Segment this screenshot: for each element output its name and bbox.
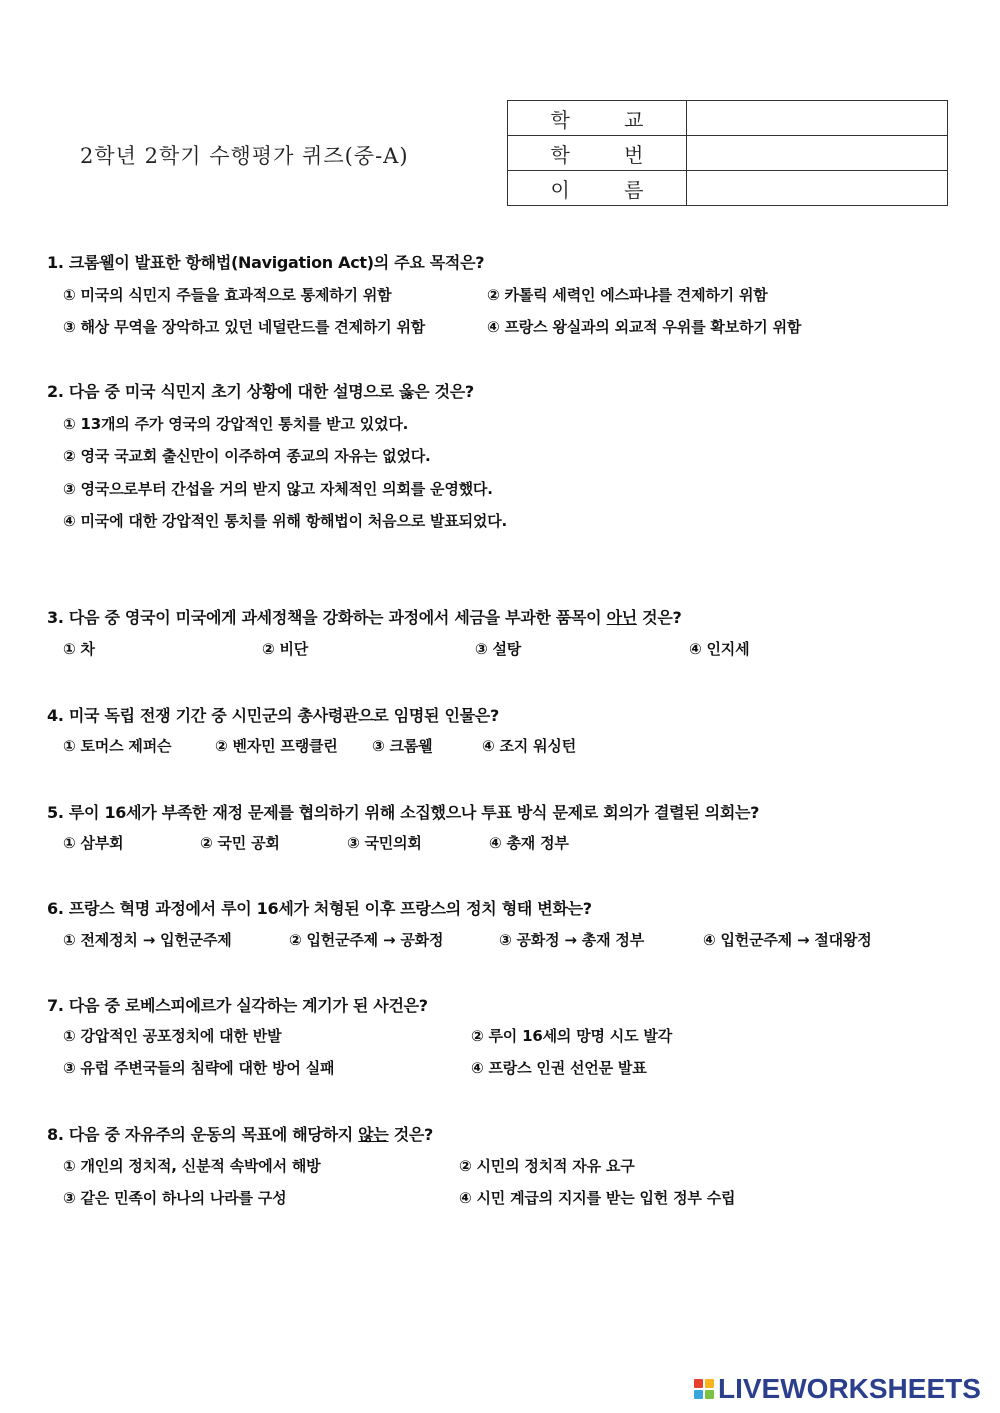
question-3-text: 3. 다음 중 영국이 미국에게 과세정책을 강화하는 과정에서 세금을 부과한 품목이 (47, 608, 607, 627)
q3-option-1[interactable]: ① 차 (63, 640, 95, 658)
logo-text: LIVEWORKSHEETS (718, 1373, 981, 1404)
student-number-field[interactable] (687, 136, 948, 171)
logo-block (694, 1379, 703, 1388)
student-number-label: 학 번 (508, 136, 687, 171)
q8-option-4[interactable]: ④ 시민 계급의 지지를 받는 입헌 정부 수립 (459, 1189, 736, 1207)
page-title: 2학년 2학기 수행평가 퀴즈(중-A) (80, 144, 409, 168)
question-6: 6. 프랑스 혁명 과정에서 루이 16세가 처형된 이후 프랑스의 정치 형태 변화는? (47, 899, 592, 918)
logo-block (705, 1379, 714, 1388)
q2-option-2[interactable]: ② 영국 국교회 출신만이 이주하여 종교의 자유는 없었다. (63, 447, 431, 465)
question-5: 5. 루이 16세가 부족한 재정 문제를 협의하기 위해 소집했으나 투표 방식 문제로 회의가 결렬된 의회는? (47, 803, 760, 822)
q1-option-1[interactable]: ① 미국의 식민지 주들을 효과적으로 통제하기 위함 (63, 286, 392, 304)
q2-option-4[interactable]: ④ 미국에 대한 강압적인 통치를 위해 항해법이 처음으로 발표되었다. (63, 512, 508, 530)
q6-option-1[interactable]: ① 전제정치 → 입헌군주제 (63, 931, 232, 949)
q2-option-1[interactable]: ① 13개의 주가 영국의 강압적인 통치를 받고 있었다. (63, 415, 409, 433)
q1-option-3[interactable]: ③ 해상 무역을 장악하고 있던 네덜란드를 견제하기 위함 (63, 318, 426, 336)
q3-option-3[interactable]: ③ 설탕 (475, 640, 522, 658)
q1-option-4[interactable]: ④ 프랑스 왕실과의 외교적 우위를 확보하기 위함 (487, 318, 802, 336)
school-field[interactable] (687, 101, 948, 136)
q7-option-2[interactable]: ② 루이 16세의 망명 시도 발각 (471, 1027, 672, 1045)
q8-option-2[interactable]: ② 시민의 정치적 자유 요구 (459, 1157, 635, 1175)
question-3-emphasis: 아닌 (606, 608, 637, 627)
question-8-emphasis: 않는 (358, 1125, 389, 1144)
name-label: 이 름 (508, 171, 687, 206)
question-8-text-end: 것은? (388, 1125, 434, 1144)
logo-block (694, 1390, 703, 1399)
q4-option-2[interactable]: ② 벤자민 프랭클린 (215, 737, 338, 755)
question-2: 2. 다음 중 미국 식민지 초기 상황에 대한 설명으로 옳은 것은? (47, 382, 474, 401)
q8-option-3[interactable]: ③ 같은 민족이 하나의 나라를 구성 (63, 1189, 287, 1207)
q7-option-1[interactable]: ① 강압적인 공포정치에 대한 반발 (63, 1027, 282, 1045)
name-field[interactable] (687, 171, 948, 206)
q5-option-2[interactable]: ② 국민 공회 (200, 834, 280, 852)
question-1: 1. 크롬웰이 발표한 항해법(Navigation Act)의 주요 목적은? (47, 253, 485, 272)
q7-option-3[interactable]: ③ 유럽 주변국들의 침략에 대한 방어 실패 (63, 1059, 335, 1077)
q3-option-2[interactable]: ② 비단 (262, 640, 309, 658)
question-3 (47, 605, 681, 628)
q4-option-4[interactable]: ④ 조지 워싱턴 (482, 737, 576, 755)
q5-option-4[interactable]: ④ 총재 정부 (489, 834, 569, 852)
question-7: 7. 다음 중 로베스피에르가 실각하는 계기가 된 사건은? (47, 996, 428, 1015)
question-3-text-end: 것은? (636, 608, 682, 627)
q3-option-4[interactable]: ④ 인지세 (689, 640, 750, 658)
liveworksheets-logo (694, 1374, 981, 1404)
logo-icon (694, 1379, 714, 1399)
q5-option-3[interactable]: ③ 국민의회 (347, 834, 422, 852)
q8-option-1[interactable]: ① 개인의 정치적, 신분적 속박에서 해방 (63, 1157, 321, 1175)
q4-option-1[interactable]: ① 토머스 제퍼슨 (63, 737, 172, 755)
q6-option-3[interactable]: ③ 공화정 → 총재 정부 (499, 931, 644, 949)
question-4: 4. 미국 독립 전쟁 기간 중 시민군의 총사령관으로 임명된 인물은? (47, 706, 499, 725)
q7-option-4[interactable]: ④ 프랑스 인권 선언문 발표 (471, 1059, 647, 1077)
question-8-text: 8. 다음 중 자유주의 운동의 목표에 해당하지 (47, 1125, 359, 1144)
q2-option-3[interactable]: ③ 영국으로부터 간섭을 거의 받지 않고 자체적인 의회를 운영했다. (63, 480, 493, 498)
logo-block (705, 1390, 714, 1399)
school-label: 학 교 (508, 101, 687, 136)
q5-option-1[interactable]: ① 삼부회 (63, 834, 124, 852)
question-8 (47, 1122, 433, 1145)
q4-option-3[interactable]: ③ 크롬웰 (372, 737, 433, 755)
q6-option-2[interactable]: ② 입헌군주제 → 공화정 (289, 931, 444, 949)
q1-option-2[interactable]: ② 카톨릭 세력인 에스파냐를 견제하기 위함 (487, 286, 768, 304)
q6-option-4[interactable]: ④ 입헌군주제 → 절대왕정 (703, 931, 872, 949)
student-info-table (507, 100, 948, 206)
